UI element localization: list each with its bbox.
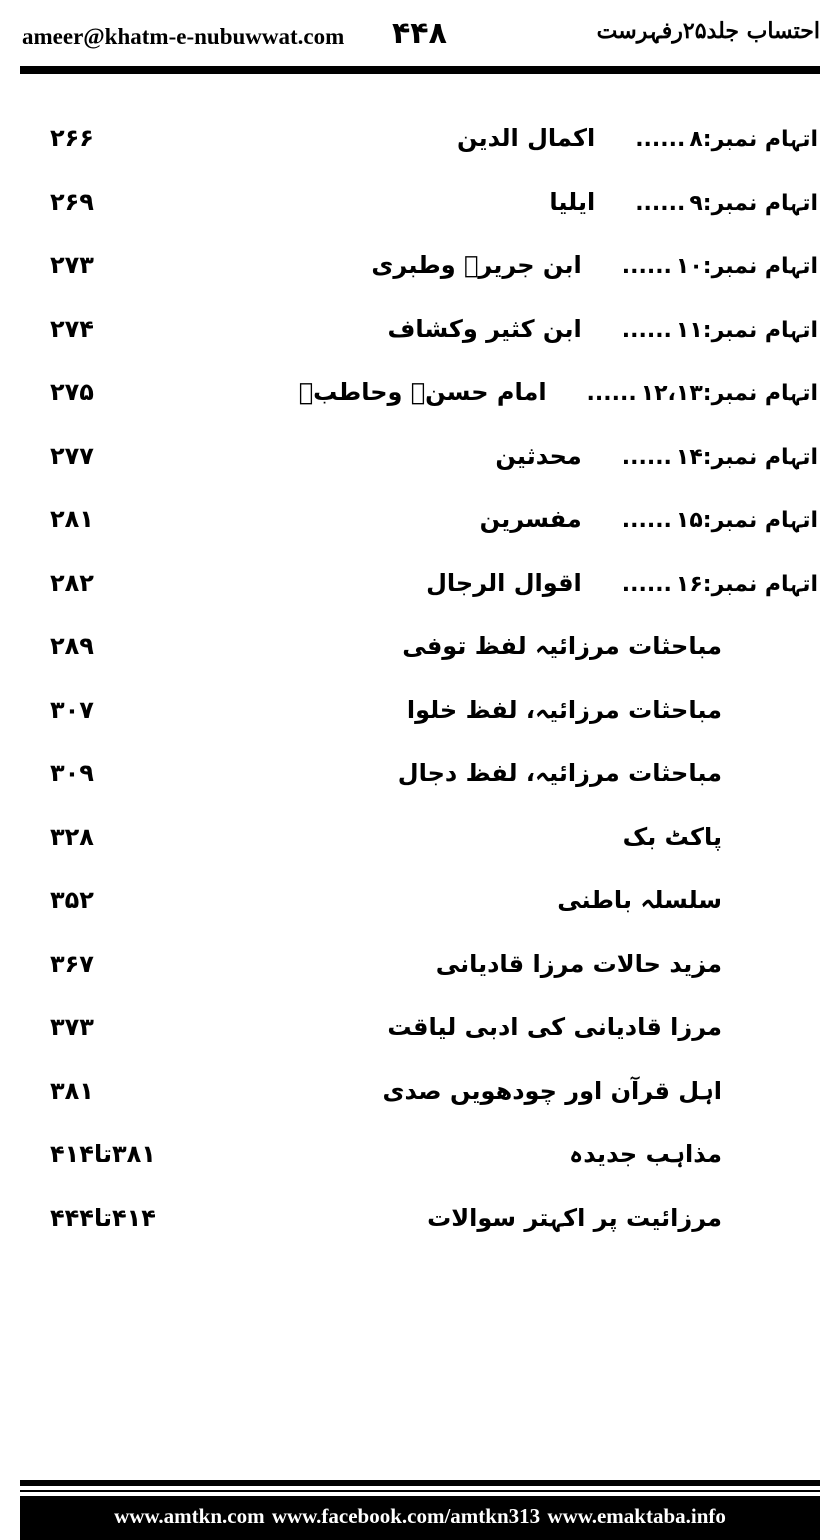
toc-entry-title: مباحثات مرزائیہ، لفظ دجال [397, 759, 722, 787]
toc-entry-title: اقوال الرجال [426, 569, 582, 597]
toc-row [0, 180, 840, 240]
toc-row [0, 1196, 840, 1256]
toc-entry-title: پاکٹ بک [622, 823, 722, 851]
toc-entry [436, 942, 722, 986]
toc-entry-title: مذاہب جدیدہ [569, 1140, 722, 1168]
header-page-number: ۴۴۸ [392, 16, 447, 51]
toc-entry-dots: ...... [621, 508, 672, 533]
toc-entry [623, 815, 722, 859]
toc-entry-prefix: اتہام نمبر:۱۵ [675, 508, 818, 533]
toc-row [0, 751, 840, 811]
toc-entry-title: مفسرین [479, 505, 582, 533]
toc-page-number: ۲۷۴ [50, 315, 94, 343]
toc-entry-prefix: اتہام نمبر:۱۴ [675, 445, 818, 470]
toc-entry-title: اہل قرآن اور چودھویں صدی [382, 1077, 722, 1105]
footer-links: www.amtkn.com www.facebook.com/amtkn313 www.emaktaba.info [114, 1504, 726, 1528]
toc-entry-title: سلسلہ باطنی [557, 886, 722, 914]
toc-page-number: ۴۱۴تا۴۴۴ [50, 1204, 156, 1232]
toc-entry-title: ابن کثیر وکشاف [387, 315, 582, 343]
toc-entry [387, 1005, 722, 1049]
toc-page-number: ۳۶۷ [50, 950, 94, 978]
toc-row [0, 307, 840, 367]
toc-row [0, 434, 840, 494]
toc-entry-dots: ...... [635, 127, 686, 152]
toc-entry [426, 561, 818, 607]
toc-page-number: ۳۰۷ [50, 696, 94, 724]
toc-entry [383, 1069, 722, 1113]
toc-page-number: ۳۸۱ [50, 1077, 94, 1105]
toc-page-number: ۲۸۱ [50, 505, 94, 533]
toc-entry-prefix: اتہام نمبر:۱۶ [675, 572, 818, 597]
toc-entry-dots: ...... [621, 445, 672, 470]
toc-row [0, 688, 840, 748]
toc-entry-title: اکمال الدین [457, 124, 596, 152]
footer-rule-thin [20, 1490, 820, 1492]
toc-entry [299, 370, 818, 416]
toc-entry-dots: ...... [586, 381, 637, 406]
toc-page-number: ۲۸۹ [50, 632, 94, 660]
toc-row [0, 624, 840, 684]
toc-row [0, 878, 840, 938]
toc-page-number: ۳۸۱تا۴۱۴ [50, 1140, 156, 1168]
footer-rule-thick [20, 1480, 820, 1486]
toc-entry-title: امام حسنؓ وحاطبؓ [298, 378, 547, 406]
toc-entry-prefix: اتہام نمبر:۱۰ [675, 254, 818, 279]
toc-entry-prefix: اتہام نمبر:۸ [689, 127, 818, 152]
toc-entry [480, 497, 818, 543]
toc-entry [569, 1132, 722, 1176]
toc-entry [407, 688, 722, 732]
toc-entry-prefix: اتہام نمبر:۱۱ [675, 318, 818, 343]
footer-bar [20, 1496, 820, 1540]
toc-entry-title: مباحثات مرزائیہ لفظ توفی [402, 632, 722, 660]
toc-page-number: ۳۵۲ [50, 886, 94, 914]
toc-row [0, 370, 840, 430]
toc-entry-prefix: اتہام نمبر:۹ [689, 191, 818, 216]
toc-row [0, 1132, 840, 1192]
toc-entry-title: ایلیا [549, 188, 596, 216]
toc-entry-title: مزید حالات مرزا قادیانی [435, 950, 722, 978]
toc-page-number: ۳۲۸ [50, 823, 94, 851]
toc-entry-dots: ...... [621, 318, 672, 343]
toc-entry-dots: ...... [621, 254, 672, 279]
toc-entry-title: محدثین [495, 442, 582, 470]
toc-page-number: ۳۷۳ [50, 1013, 94, 1041]
toc-row [0, 116, 840, 176]
toc-page-number: ۲۷۳ [50, 251, 94, 279]
toc-entry [398, 751, 722, 795]
toc-row [0, 561, 840, 621]
toc-entry [549, 180, 818, 226]
toc-entry-dots: ...... [621, 572, 672, 597]
toc-row [0, 1069, 840, 1129]
toc-row [0, 1005, 840, 1065]
toc-entry [427, 1196, 722, 1240]
toc-page-number: ۲۶۹ [50, 188, 94, 216]
toc-row [0, 815, 840, 875]
toc-page-number: ۲۸۲ [50, 569, 94, 597]
header-section-title: احتساب جلد۲۵رفہرست [596, 18, 820, 44]
toc-entry-title: مباحثات مرزائیہ، لفظ خلوا [406, 696, 722, 724]
toc-row [0, 497, 840, 557]
toc-page-number: ۲۶۶ [50, 124, 94, 152]
toc-entry-title: ابن جریرؒ وطبری [371, 251, 582, 279]
toc-entry [371, 243, 818, 289]
toc-entry-title: مرزا قادیانی کی ادبی لیاقت [387, 1013, 722, 1041]
toc-page-number: ۳۰۹ [50, 759, 94, 787]
toc-entry [457, 116, 818, 162]
toc-entry [495, 434, 818, 480]
toc-page-number: ۲۷۵ [50, 378, 94, 406]
toc-entry-prefix: اتہام نمبر:۱۲،۱۳ [640, 381, 818, 406]
toc-page-number: ۲۷۷ [50, 442, 94, 470]
toc-entry-dots: ...... [635, 191, 686, 216]
toc-entry [388, 307, 818, 353]
toc-entry-title: مرزائیت پر اکہتر سوالات [427, 1204, 722, 1232]
header-email: ameer@khatm-e-nubuwwat.com [22, 24, 345, 49]
toc-entry [557, 878, 722, 922]
toc-row [0, 243, 840, 303]
toc-entry [402, 624, 722, 668]
toc-row [0, 942, 840, 1002]
